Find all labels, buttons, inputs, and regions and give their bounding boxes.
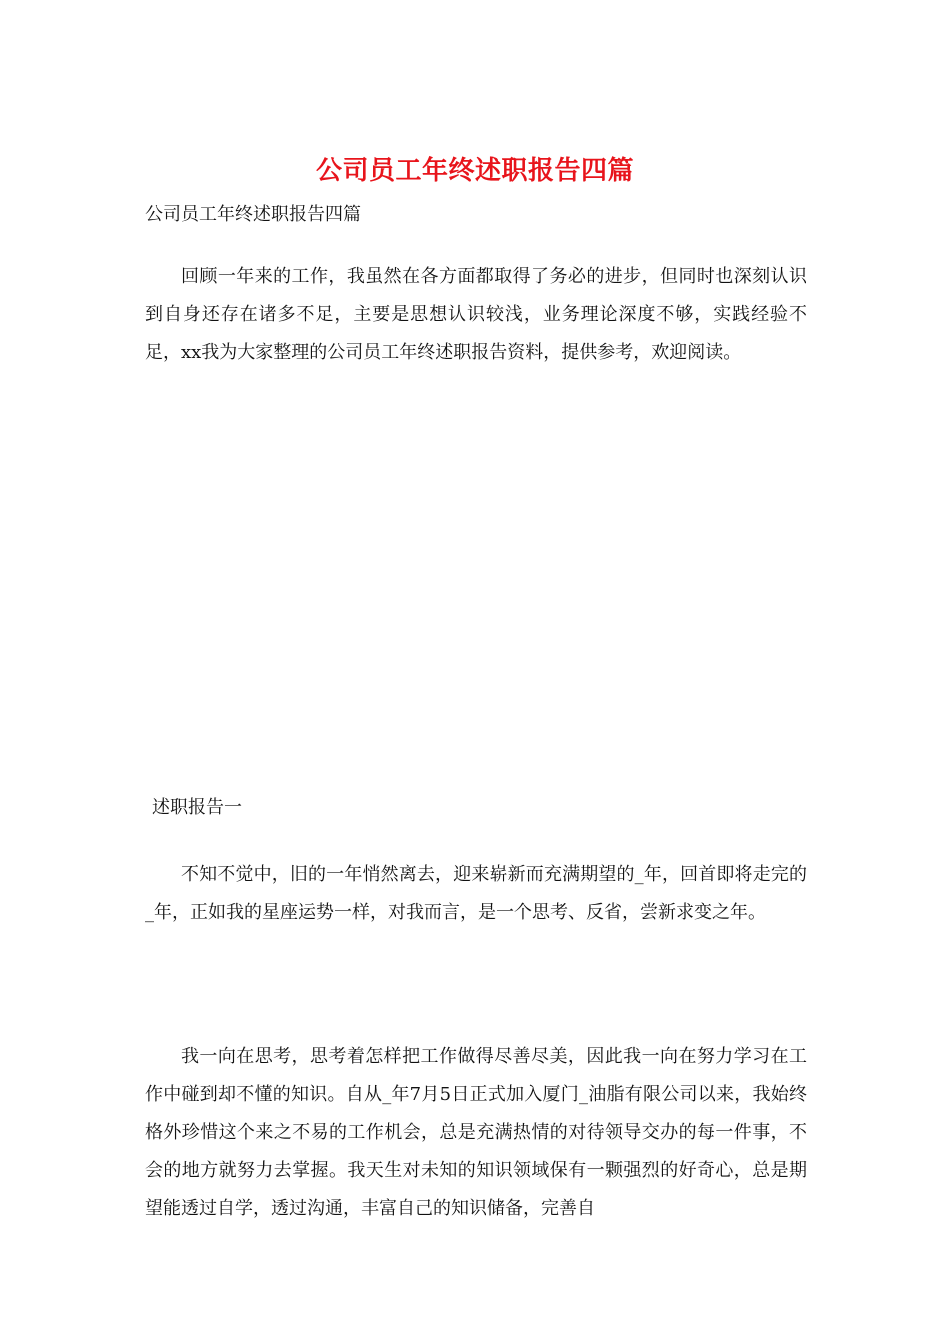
section-heading: 述职报告一 (152, 797, 242, 818)
body-paragraph: 我一向在思考，思考着怎样把工作做得尽善尽美，因此我一向在努力学习在工作中碰到却不懂的知识。自从_年7月5日正式加入厦门_油脂有限公司以来，我始终格外珍惜这个来之不易的工作机会，总是充满热情的对待领导交办的每一件事，不会的地方就努力去掌握。我天生对未知的知识领域保有一颗强烈的好奇心，总是期望能透过自学，透过沟通，丰富自己的知识储备，完善自 (145, 1046, 807, 1219)
document-title: 公司员工年终述职报告四篇 (315, 156, 634, 186)
document-subtitle: 公司员工年终述职报告四篇 (145, 204, 361, 225)
body-paragraph: 不知不觉中，旧的一年悄然离去，迎来崭新而充满期望的_年，回首即将走完的_年，正如我的星座运势一样，对我而言，是一个思考、反省，尝新求变之年。 (145, 864, 807, 923)
intro-paragraph: 回顾一年来的工作，我虽然在各方面都取得了务必的进步，但同时也深刻认识到自身还存在诸多不足，主要是思想认识较浅，业务理论深度不够，实践经验不足，xx我为大家整理的公司员工年终述职报告资料，提供参考，欢迎阅读。 (145, 266, 807, 363)
